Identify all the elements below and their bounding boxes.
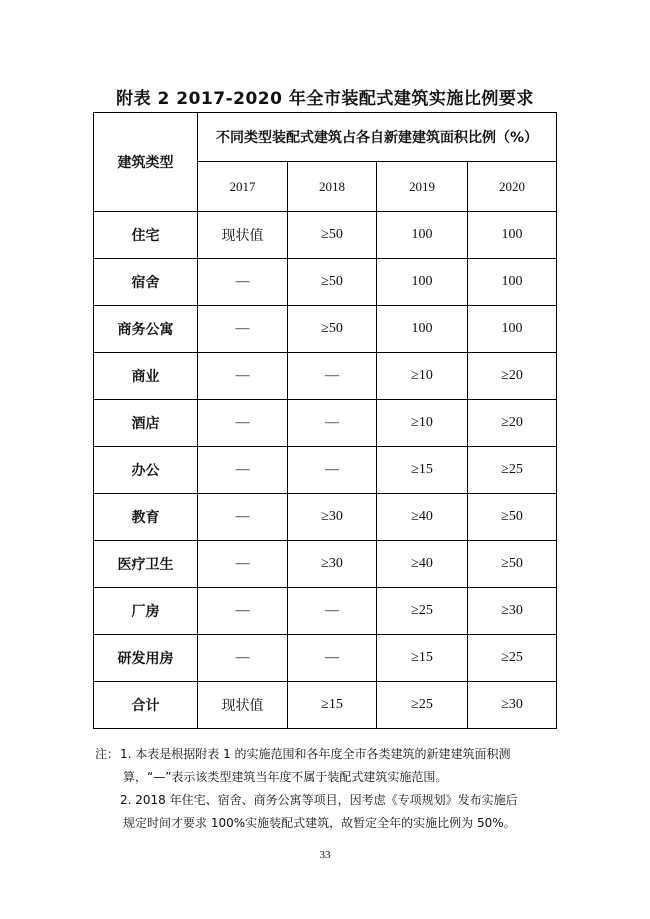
ratio-cell: ≥50 (288, 259, 377, 306)
ratio-cell: ≥20 (468, 400, 557, 447)
ratio-cell: ≥40 (377, 541, 468, 588)
ratio-cell: — (288, 635, 377, 682)
ratio-cell: — (288, 400, 377, 447)
ratio-cell: ≥25 (468, 447, 557, 494)
group-header: 不同类型装配式建筑占各自新建建筑面积比例（%） (198, 113, 557, 162)
ratio-cell: ≥50 (288, 212, 377, 259)
ratio-cell: ≥30 (288, 494, 377, 541)
ratio-cell: — (198, 306, 288, 353)
ratio-cell: — (198, 635, 288, 682)
ratio-cell: 100 (468, 306, 557, 353)
ratio-cell: ≥25 (377, 682, 468, 729)
year-header: 2019 (377, 162, 468, 212)
year-header: 2018 (288, 162, 377, 212)
table-row (94, 259, 557, 306)
table-body (94, 212, 557, 729)
ratio-cell: ≥30 (468, 588, 557, 635)
note-text: 2. 2018 年住宅、宿舍、商务公寓等项目，因考虑《专项规划》发布实施后 (120, 793, 518, 807)
ratio-cell: ≥15 (377, 447, 468, 494)
ratio-table (93, 112, 557, 729)
building-type-cell: 研发用房 (94, 635, 198, 682)
table-row (94, 447, 557, 494)
ratio-cell: — (198, 400, 288, 447)
building-type-cell: 合计 (94, 682, 198, 729)
building-type-cell: 厂房 (94, 588, 198, 635)
ratio-cell: ≥15 (288, 682, 377, 729)
ratio-cell: — (288, 447, 377, 494)
building-type-cell: 宿舍 (94, 259, 198, 306)
table-row (94, 353, 557, 400)
note-line (95, 743, 565, 766)
ratio-cell: — (198, 494, 288, 541)
ratio-cell: ≥25 (468, 635, 557, 682)
building-type-cell: 住宅 (94, 212, 198, 259)
ratio-cell: ≥30 (468, 682, 557, 729)
ratio-cell: 现状值 (198, 682, 288, 729)
ratio-cell: 100 (377, 259, 468, 306)
table-row (94, 588, 557, 635)
note-text: 算，“—”表示该类型建筑当年度不属于装配式建筑实施范围。 (123, 770, 448, 784)
note-line (95, 789, 565, 812)
ratio-cell: 现状值 (198, 212, 288, 259)
ratio-cell: — (198, 447, 288, 494)
ratio-cell: — (288, 353, 377, 400)
ratio-cell: 100 (377, 306, 468, 353)
ratio-cell: — (198, 259, 288, 306)
ratio-cell: ≥50 (468, 494, 557, 541)
building-type-cell: 商务公寓 (94, 306, 198, 353)
table-row (94, 541, 557, 588)
year-header: 2020 (468, 162, 557, 212)
building-type-cell: 酒店 (94, 400, 198, 447)
table-row (94, 494, 557, 541)
table-row (94, 212, 557, 259)
ratio-cell: ≥15 (377, 635, 468, 682)
ratio-cell: 100 (377, 212, 468, 259)
building-type-cell: 教育 (94, 494, 198, 541)
ratio-cell: ≥10 (377, 400, 468, 447)
note-line (95, 766, 565, 789)
notes-label: 注： (95, 747, 120, 761)
ratio-cell: ≥25 (377, 588, 468, 635)
ratio-cell: — (198, 588, 288, 635)
page-number: 33 (319, 849, 331, 861)
ratio-cell: — (288, 588, 377, 635)
ratio-cell: ≥30 (288, 541, 377, 588)
ratio-cell: 100 (468, 212, 557, 259)
table-row (94, 682, 557, 729)
ratio-cell: ≥40 (377, 494, 468, 541)
note-text: 1. 本表是根据附表 1 的实施范围和各年度全市各类建筑的新建建筑面积测 (120, 747, 511, 761)
notes (95, 743, 565, 835)
note-line (95, 812, 565, 835)
ratio-cell: — (198, 353, 288, 400)
ratio-cell: ≥20 (468, 353, 557, 400)
table-row (94, 635, 557, 682)
table-row (94, 306, 557, 353)
building-type-cell: 办公 (94, 447, 198, 494)
ratio-cell: 100 (468, 259, 557, 306)
table-row (94, 400, 557, 447)
note-text: 规定时间才要求 100%实施装配式建筑，故暂定全年的实施比例为 50%。 (123, 816, 516, 830)
row-header-building-type: 建筑类型 (94, 113, 198, 212)
ratio-cell: ≥10 (377, 353, 468, 400)
building-type-cell: 商业 (94, 353, 198, 400)
ratio-cell: ≥50 (288, 306, 377, 353)
building-type-cell: 医疗卫生 (94, 541, 198, 588)
year-header: 2017 (198, 162, 288, 212)
ratio-cell: ≥50 (468, 541, 557, 588)
ratio-cell: — (198, 541, 288, 588)
page-title: 附表 2 2017-2020 年全市装配式建筑实施比例要求 (116, 89, 534, 109)
